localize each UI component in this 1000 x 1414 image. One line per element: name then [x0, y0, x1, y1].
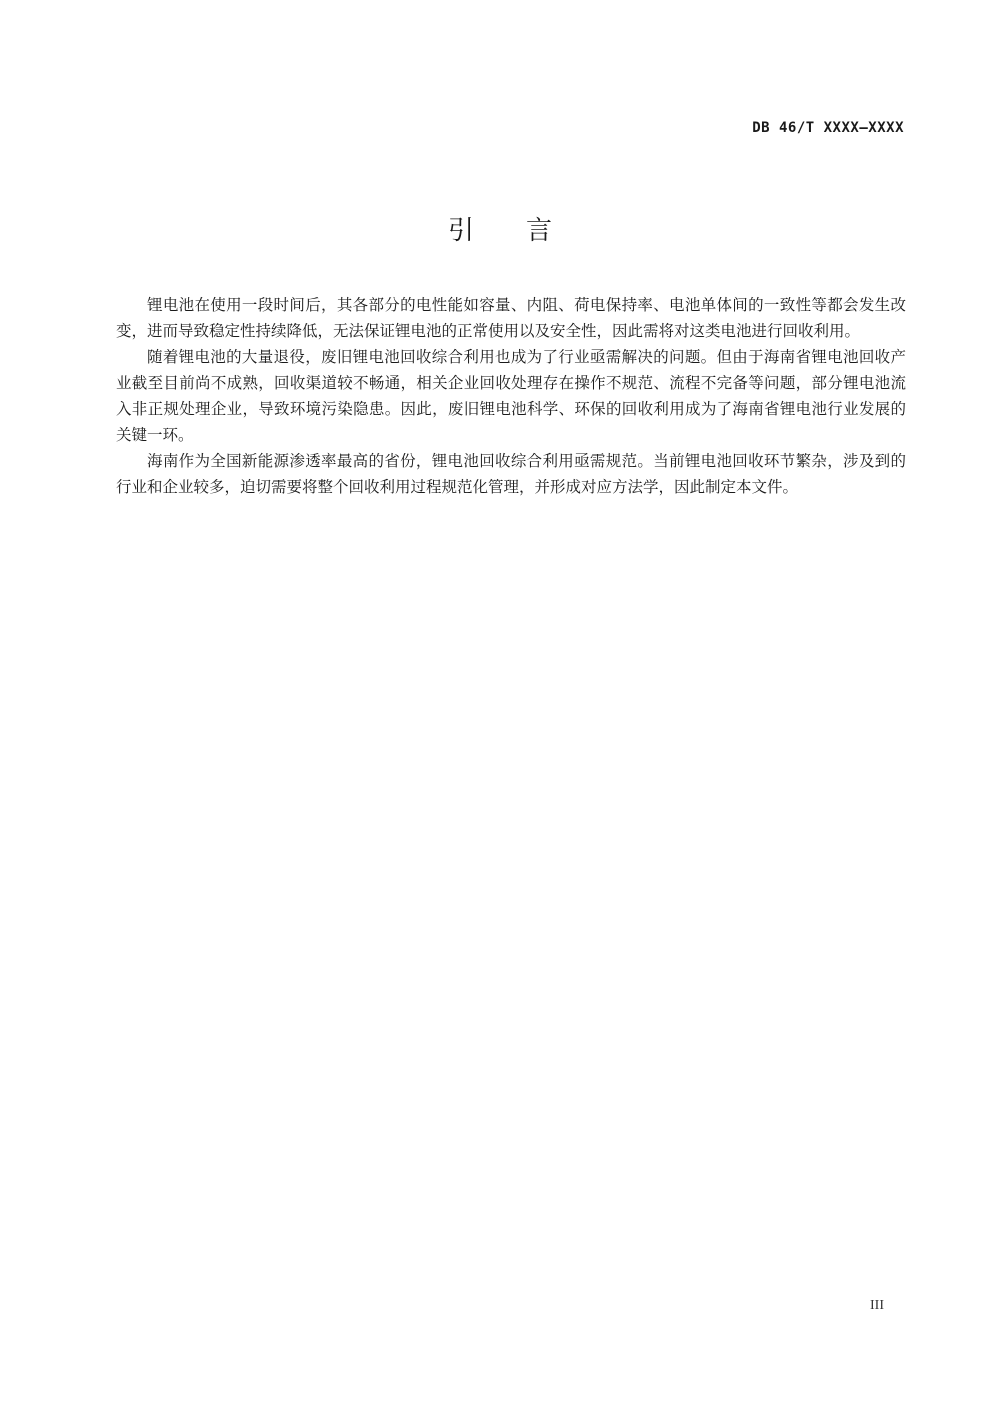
paragraph-2: 随着锂电池的大量退役，废旧锂电池回收综合利用也成为了行业亟需解决的问题。但由于海南省锂电池回收产业截至目前尚不成熟，回收渠道较不畅通，相关企业回收处理存在操作不规范、流程不完备等问题，部分锂电池流入非正规处理企业，导致环境污染隐患。因此，废旧锂电池科学、环保的回收利用成为了海南省锂电池行业发展的关键一环。 [116, 348, 906, 444]
paragraph-3: 海南作为全国新能源渗透率最高的省份，锂电池回收综合利用亟需规范。当前锂电池回收环节繁杂，涉及到的行业和企业较多，迫切需要将整个回收利用过程规范化管理，并形成对应方法学，因此制定本文件。 [116, 452, 906, 496]
section-title: 引言 [447, 216, 604, 246]
introduction-body [116, 292, 906, 500]
page-number: III [870, 1298, 884, 1313]
document-code: DB 46/T XXXX—XXXX [752, 120, 904, 136]
paragraph-1: 锂电池在使用一段时间后，其各部分的电性能如容量、内阻、荷电保持率、电池单体间的一致性等都会发生改变，进而导致稳定性持续降低，无法保证锂电池的正常使用以及安全性，因此需将对这类电池进行回收利用。 [116, 296, 906, 340]
